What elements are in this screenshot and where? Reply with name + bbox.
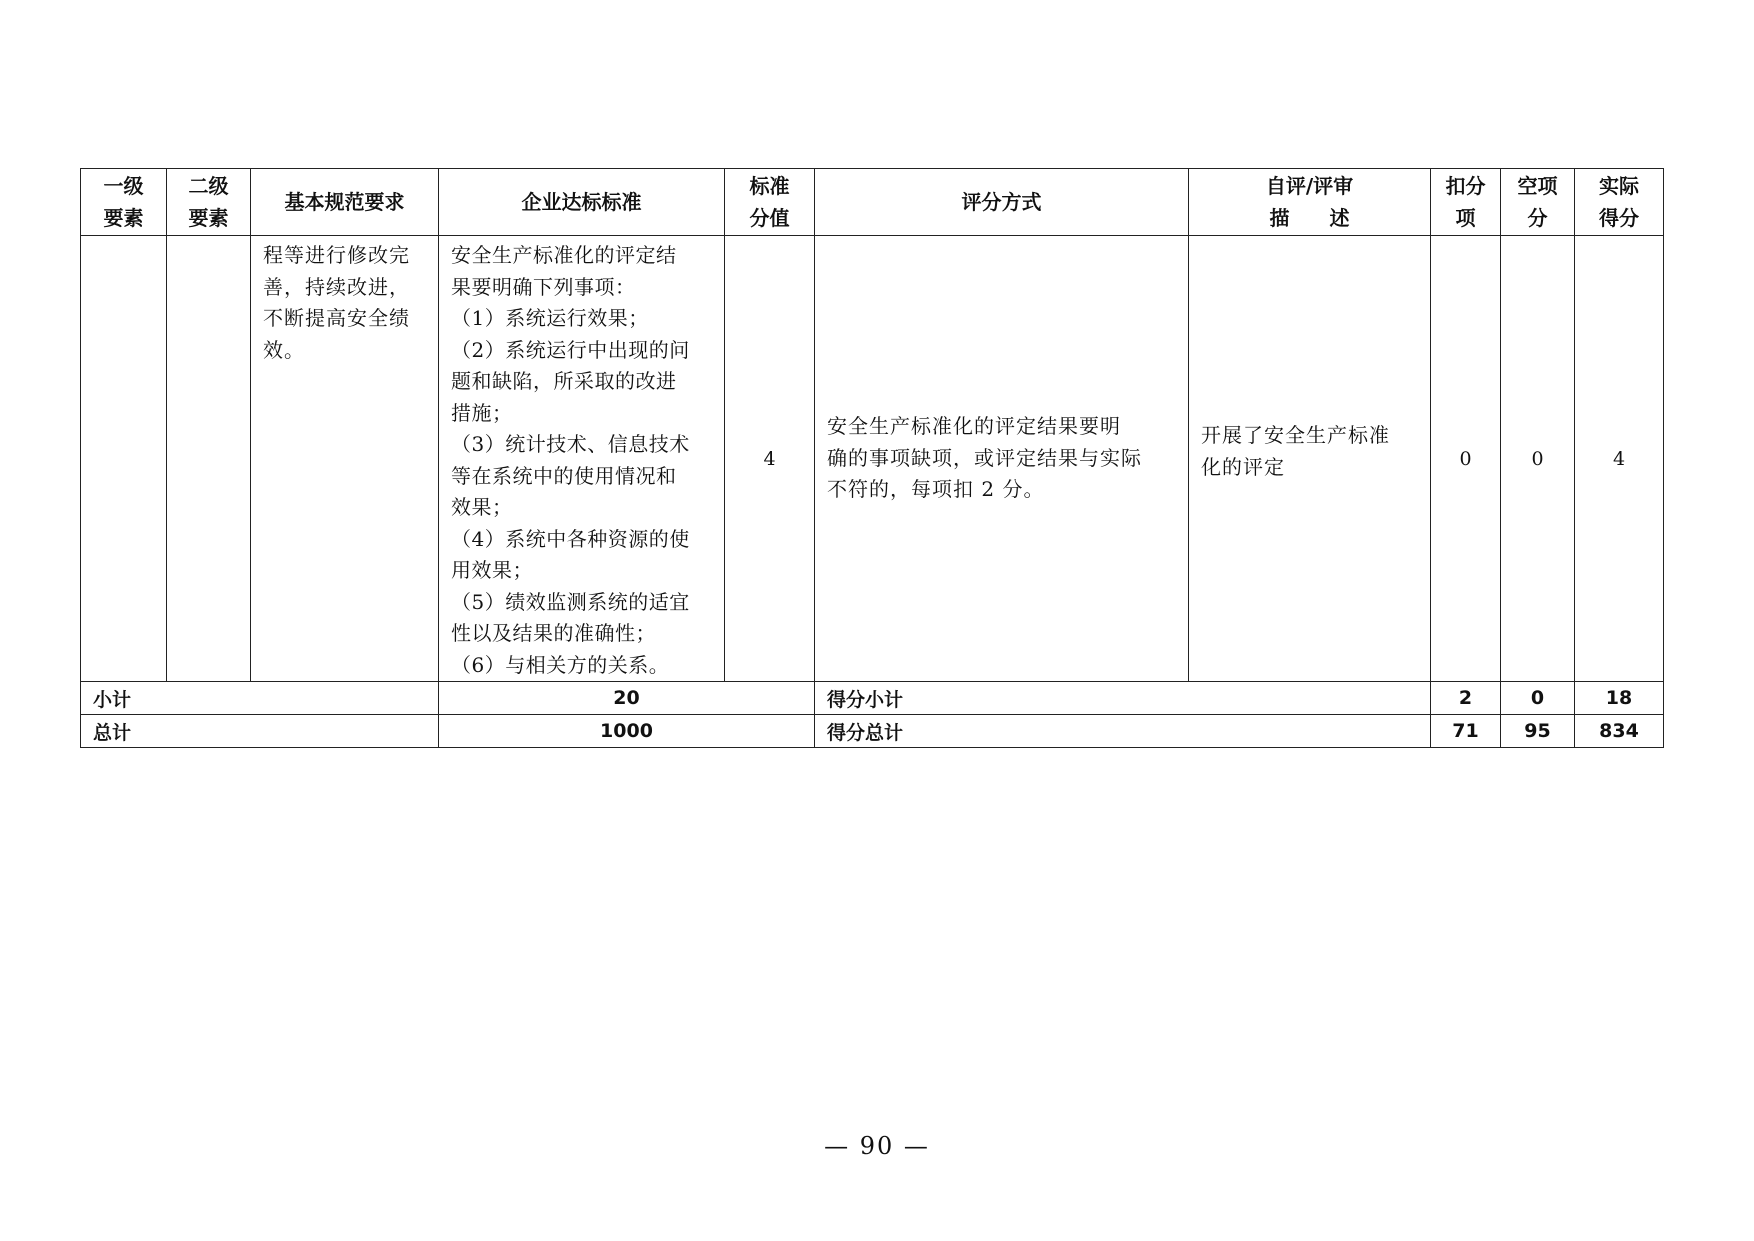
enterprise-standard-line: （3）统计技术、信息技术: [451, 432, 690, 456]
deduction-cell: 0: [1431, 236, 1501, 682]
enterprise-standard-line: （4）系统中各种资源的使: [451, 526, 690, 551]
enterprise-standard-cell: [439, 236, 725, 682]
total-deduction: 71: [1431, 715, 1501, 748]
enterprise-standard-line: 安全生产标准化的评定结: [451, 243, 677, 267]
header-actual-score: 实际 得分: [1575, 169, 1664, 236]
enterprise-standard-line: 性以及结果的准确性；: [451, 621, 656, 645]
scoring-method-line: 不符的，每项扣 2 分。: [827, 477, 1045, 502]
scoring-method-line: 确的事项缺项，或评定结果与实际: [827, 445, 1142, 470]
self-evaluation-line: 化的评定: [1201, 454, 1285, 479]
table-row: [81, 236, 1664, 682]
level1-cell: [81, 236, 167, 682]
enterprise-standard-line: 措施；: [451, 400, 513, 425]
level2-cell: [167, 236, 251, 682]
total-actual-score: 834: [1575, 715, 1664, 748]
header-deduction: 扣分 项: [1431, 169, 1501, 236]
total-label: 总计: [81, 715, 439, 748]
header-standard-score: 标准 分值: [725, 169, 815, 236]
subtotal-deduction: 2: [1431, 682, 1501, 715]
subtotal-empty-item: 0: [1501, 682, 1575, 715]
total-score-label: 得分总计: [815, 715, 1431, 748]
header-scoring-method: 评分方式: [815, 169, 1189, 236]
actual-score-cell: 4: [1575, 236, 1664, 682]
total-row: [81, 715, 1664, 748]
enterprise-standard-line: （5）绩效监测系统的适宜: [451, 589, 690, 614]
subtotal-row: [81, 682, 1664, 715]
total-standard-score: 1000: [439, 715, 815, 748]
empty-item-cell: 0: [1501, 236, 1575, 682]
enterprise-standard-line: （6）与相关方的关系。: [451, 652, 670, 677]
basic-requirement-line: 效。: [263, 337, 305, 362]
enterprise-standard-line: 果要明确下列事项：: [451, 274, 636, 299]
enterprise-standard-line: （2）系统运行中出现的问: [451, 337, 690, 362]
basic-requirement-cell: [251, 236, 439, 682]
header-enterprise-standard: 企业达标标准: [439, 169, 725, 236]
scoring-method-line: 安全生产标准化的评定结果要明: [827, 414, 1121, 439]
standard-score-cell: 4: [725, 236, 815, 682]
subtotal-standard-score: 20: [439, 682, 815, 715]
subtotal-label: 小计: [81, 682, 439, 715]
enterprise-standard-line: 等在系统中的使用情况和: [451, 463, 677, 488]
header-self-evaluation: 自评/评审 描 述: [1189, 169, 1431, 236]
header-level2: 二级 要素: [167, 169, 251, 236]
basic-requirement-line: 善，持续改进，: [263, 274, 410, 299]
enterprise-standard-line: 用效果；: [451, 558, 533, 582]
subtotal-score-label: 得分小计: [815, 682, 1431, 715]
self-evaluation-line: 开展了安全生产标准: [1201, 423, 1390, 447]
enterprise-standard-line: 效果；: [451, 495, 513, 519]
enterprise-standard-line: （1）系统运行效果；: [451, 306, 649, 330]
total-empty-item: 95: [1501, 715, 1575, 748]
subtotal-actual-score: 18: [1575, 682, 1664, 715]
scoring-method-cell: [815, 236, 1189, 682]
header-level1: 一级 要素: [81, 169, 167, 236]
enterprise-standard-line: 题和缺陷，所采取的改进: [451, 369, 677, 393]
basic-requirement-line: 不断提高安全绩: [263, 306, 410, 330]
header-basic-requirements: 基本规范要求: [251, 169, 439, 236]
basic-requirement-line: 程等进行修改完: [263, 243, 410, 267]
scoring-table: [80, 168, 1664, 748]
page-number: — 90 —: [824, 1132, 930, 1160]
header-row: [81, 169, 1664, 236]
self-evaluation-cell: [1189, 236, 1431, 682]
header-empty-item: 空项 分: [1501, 169, 1575, 236]
